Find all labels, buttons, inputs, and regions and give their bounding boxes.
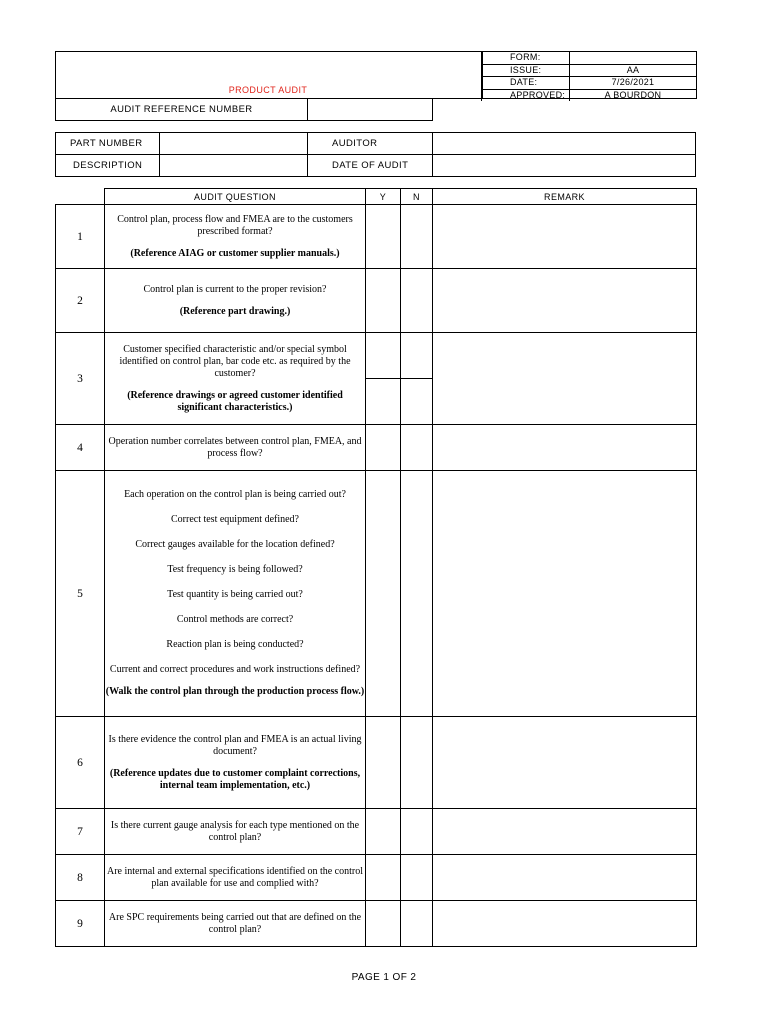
row-number: 4 bbox=[56, 425, 105, 471]
row-number: 3 bbox=[56, 333, 105, 425]
question-reference: (Reference updates due to customer complaint corrections, internal team implementation, etc.) bbox=[109, 767, 361, 791]
row-number: 8 bbox=[56, 855, 105, 901]
table-row bbox=[56, 901, 697, 947]
question-reference: (Reference drawings or agreed customer identified significant characteristics.) bbox=[127, 389, 343, 413]
meta-row-date bbox=[481, 77, 696, 90]
row-number: 1 bbox=[56, 205, 105, 269]
yes-checkbox-cell[interactable] bbox=[366, 471, 401, 717]
remark-cell[interactable] bbox=[433, 901, 697, 947]
table-row bbox=[56, 855, 697, 901]
form-meta-block bbox=[481, 51, 697, 99]
remark-cell[interactable] bbox=[433, 425, 697, 471]
audit-question bbox=[105, 269, 366, 333]
header-audit-question: AUDIT QUESTION bbox=[105, 189, 366, 205]
table-row bbox=[56, 205, 697, 269]
audit-question bbox=[105, 717, 366, 809]
no-checkbox-cell[interactable] bbox=[401, 205, 433, 269]
meta-row-approved bbox=[481, 90, 696, 102]
audit-question bbox=[105, 205, 366, 269]
row-number: 2 bbox=[56, 269, 105, 333]
remark-cell[interactable] bbox=[433, 333, 697, 425]
row-number: 7 bbox=[56, 809, 105, 855]
question-text: Correct gauges available for the location defined? bbox=[135, 539, 335, 550]
yes-checkbox-cell[interactable] bbox=[366, 855, 401, 901]
question-reference: (Reference part drawing.) bbox=[179, 305, 291, 317]
question-reference: (Reference AIAG or customer supplier manuals.) bbox=[130, 247, 340, 259]
question-text: Control methods are correct? bbox=[176, 614, 294, 625]
audit-question bbox=[105, 855, 366, 901]
date-of-audit-input[interactable] bbox=[432, 154, 696, 177]
row-number: 6 bbox=[56, 717, 105, 809]
question-text: Customer specified characteristic and/or special symbol identified on control plan, bar code etc. as required by the customer? bbox=[119, 343, 351, 379]
question-text: Is there current gauge analysis for each type mentioned on the control plan? bbox=[110, 819, 360, 843]
part-number-label: PART NUMBER bbox=[55, 132, 160, 155]
yes-checkbox-cell[interactable] bbox=[366, 809, 401, 855]
yes-checkbox-cell[interactable] bbox=[366, 269, 401, 333]
meta-issue-value: AA bbox=[569, 65, 696, 77]
question-text: Test quantity is being carried out? bbox=[167, 589, 303, 600]
audit-question-table bbox=[55, 188, 697, 947]
no-checkbox-cell[interactable] bbox=[401, 379, 433, 425]
meta-date-value: 7/26/2021 bbox=[569, 77, 696, 89]
yes-checkbox-cell[interactable] bbox=[366, 333, 401, 379]
table-row bbox=[56, 269, 697, 333]
question-reference: (Walk the control plan through the production process flow.) bbox=[105, 686, 365, 697]
remark-cell[interactable] bbox=[433, 471, 697, 717]
question-text: Control plan is current to the proper revision? bbox=[143, 283, 327, 295]
header-yes: Y bbox=[366, 189, 401, 205]
question-text: Correct test equipment defined? bbox=[170, 514, 299, 525]
yes-checkbox-cell[interactable] bbox=[366, 717, 401, 809]
meta-row-issue bbox=[481, 65, 696, 78]
question-text: Are SPC requirements being carried out that are defined on the control plan? bbox=[108, 911, 362, 935]
table-row bbox=[56, 471, 697, 717]
question-text: Operation number correlates between control plan, FMEA, and process flow? bbox=[108, 435, 362, 459]
audit-question bbox=[105, 333, 366, 425]
remark-cell[interactable] bbox=[433, 269, 697, 333]
question-text: Are internal and external specifications identified on the control plan available for use and complied with? bbox=[106, 865, 363, 889]
question-text: Is there evidence the control plan and FMEA is an actual living document? bbox=[108, 733, 362, 757]
no-checkbox-cell[interactable] bbox=[401, 471, 433, 717]
yes-checkbox-cell[interactable] bbox=[366, 205, 401, 269]
question-text: Test frequency is being followed? bbox=[167, 564, 303, 575]
audit-question bbox=[105, 901, 366, 947]
table-row bbox=[56, 333, 697, 379]
audit-question bbox=[105, 471, 366, 717]
no-checkbox-cell[interactable] bbox=[401, 855, 433, 901]
meta-issue-label: ISSUE: bbox=[481, 65, 569, 77]
yes-checkbox-cell[interactable] bbox=[366, 901, 401, 947]
no-checkbox-cell[interactable] bbox=[401, 425, 433, 471]
description-input[interactable] bbox=[159, 154, 308, 177]
meta-form-value bbox=[569, 52, 696, 64]
table-row bbox=[56, 809, 697, 855]
question-text: Each operation on the control plan is being carried out? bbox=[124, 489, 346, 500]
no-checkbox-cell[interactable] bbox=[401, 809, 433, 855]
auditor-input[interactable] bbox=[432, 132, 696, 155]
no-checkbox-cell[interactable] bbox=[401, 333, 433, 379]
remark-cell[interactable] bbox=[433, 855, 697, 901]
question-text: Reaction plan is being conducted? bbox=[166, 639, 304, 650]
header-no: N bbox=[401, 189, 433, 205]
audit-question bbox=[105, 809, 366, 855]
meta-date-label: DATE: bbox=[481, 77, 569, 89]
part-number-input[interactable] bbox=[159, 132, 308, 155]
header-remark: REMARK bbox=[433, 189, 697, 205]
table-row bbox=[56, 717, 697, 809]
meta-row-form bbox=[481, 52, 696, 65]
table-row bbox=[56, 425, 697, 471]
no-checkbox-cell[interactable] bbox=[401, 717, 433, 809]
remark-cell[interactable] bbox=[433, 205, 697, 269]
meta-form-label: FORM: bbox=[481, 52, 569, 64]
page-title: PRODUCT AUDIT bbox=[228, 85, 308, 95]
yes-checkbox-cell[interactable] bbox=[366, 425, 401, 471]
remark-cell[interactable] bbox=[433, 809, 697, 855]
audit-reference-input[interactable] bbox=[307, 98, 433, 121]
question-text: Current and correct procedures and work instructions defined? bbox=[109, 664, 361, 675]
audit-question bbox=[105, 425, 366, 471]
remark-cell[interactable] bbox=[433, 717, 697, 809]
yes-checkbox-cell[interactable] bbox=[366, 379, 401, 425]
meta-approved-label: APPROVED: bbox=[481, 90, 569, 102]
auditor-label: AUDITOR bbox=[307, 132, 433, 155]
row-number: 9 bbox=[56, 901, 105, 947]
page-number: PAGE 1 OF 2 bbox=[351, 972, 417, 983]
table-header-row bbox=[56, 189, 697, 205]
no-checkbox-cell[interactable] bbox=[401, 269, 433, 333]
date-of-audit-label: DATE OF AUDIT bbox=[307, 154, 433, 177]
no-checkbox-cell[interactable] bbox=[401, 901, 433, 947]
row-number: 5 bbox=[56, 471, 105, 717]
header-blank bbox=[56, 189, 105, 205]
meta-approved-value: A BOURDON bbox=[569, 90, 696, 102]
audit-reference-label: AUDIT REFERENCE NUMBER bbox=[55, 98, 308, 121]
question-text: Control plan, process flow and FMEA are to the customers prescribed format? bbox=[117, 213, 353, 237]
description-label: DESCRIPTION bbox=[55, 154, 160, 177]
